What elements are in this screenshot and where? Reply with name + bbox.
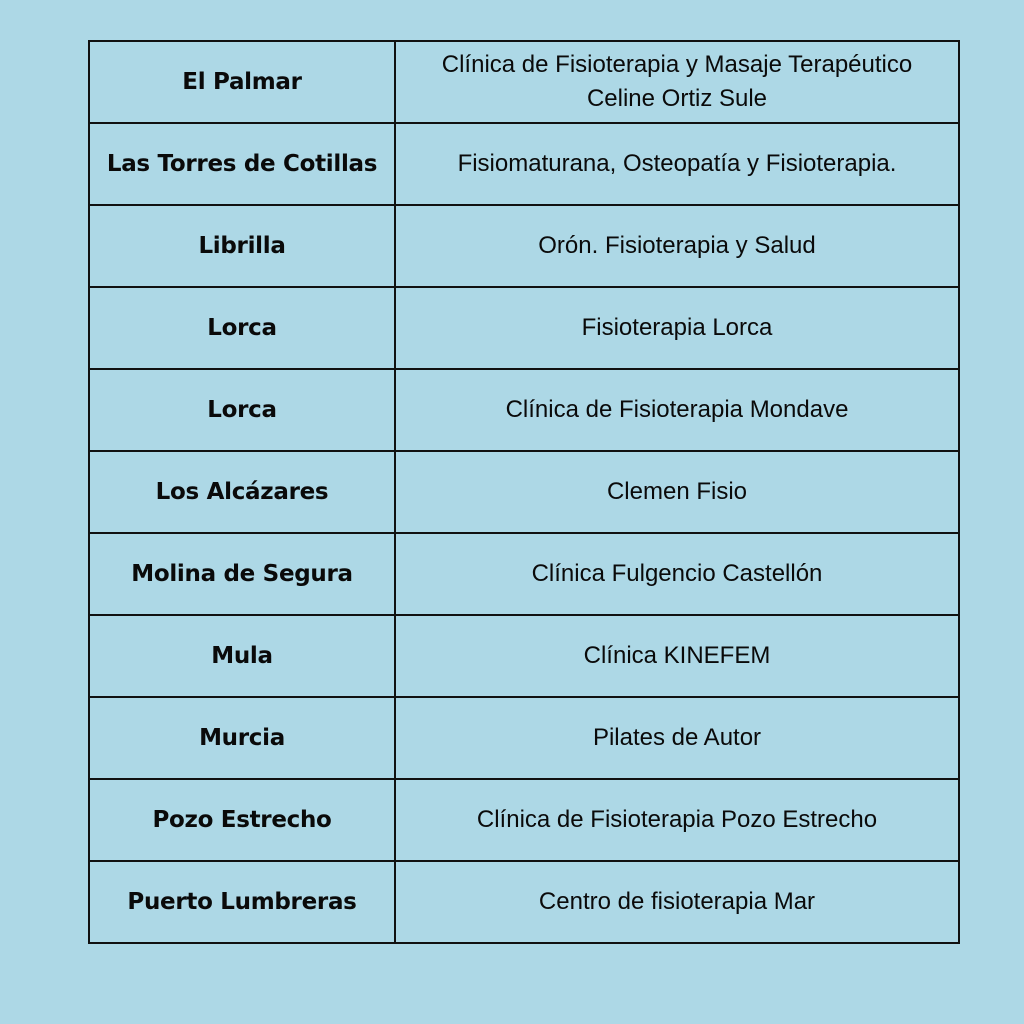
clinic-name-line: Clínica de Fisioterapia y Masaje Terapéutico [441, 51, 913, 78]
table-row [89, 779, 959, 861]
clinic-name-line: Clínica de Fisioterapia Pozo Estrecho [476, 806, 878, 833]
table-row [89, 369, 959, 451]
clinic-cell [395, 123, 959, 205]
town-cell: Librilla [89, 205, 395, 287]
clinic-cell [395, 287, 959, 369]
table-row [89, 861, 959, 943]
town-cell: Lorca [89, 287, 395, 369]
clinic-name-line: Clínica de Fisioterapia Mondave [505, 396, 849, 423]
clinic-cell [395, 779, 959, 861]
clinic-cell [395, 369, 959, 451]
clinic-name-line: Clínica KINEFEM [583, 642, 771, 669]
clinic-name-line: Fisioterapia Lorca [581, 314, 773, 341]
clinic-name-line: Clínica Fulgencio Castellón [531, 560, 823, 587]
table-row [89, 205, 959, 287]
table-row [89, 451, 959, 533]
town-cell: Pozo Estrecho [89, 779, 395, 861]
town-cell: El Palmar [89, 41, 395, 123]
clinic-table [88, 40, 960, 944]
clinic-cell [395, 41, 959, 123]
table-row [89, 123, 959, 205]
clinic-cell [395, 615, 959, 697]
clinic-name-line: Clemen Fisio [606, 478, 748, 505]
table-row [89, 615, 959, 697]
clinic-cell [395, 451, 959, 533]
clinic-cell [395, 861, 959, 943]
clinic-name-line: Fisiomaturana, Osteopatía y Fisioterapia. [457, 150, 897, 177]
clinic-name-line: Orón. Fisioterapia y Salud [538, 232, 816, 259]
town-cell: Puerto Lumbreras [89, 861, 395, 943]
table-row [89, 697, 959, 779]
table-row [89, 287, 959, 369]
clinic-cell [395, 697, 959, 779]
town-cell: Los Alcázares [89, 451, 395, 533]
clinic-name-line: Pilates de Autor [592, 724, 762, 751]
table-row [89, 533, 959, 615]
town-cell: Mula [89, 615, 395, 697]
table-row [89, 41, 959, 123]
clinic-cell [395, 205, 959, 287]
town-cell: Lorca [89, 369, 395, 451]
clinic-name-line: Celine Ortiz Sule [586, 85, 768, 112]
town-cell: Murcia [89, 697, 395, 779]
clinic-cell [395, 533, 959, 615]
clinic-name-line: Centro de fisioterapia Mar [538, 888, 816, 915]
town-cell: Molina de Segura [89, 533, 395, 615]
town-cell: Las Torres de Cotillas [89, 123, 395, 205]
